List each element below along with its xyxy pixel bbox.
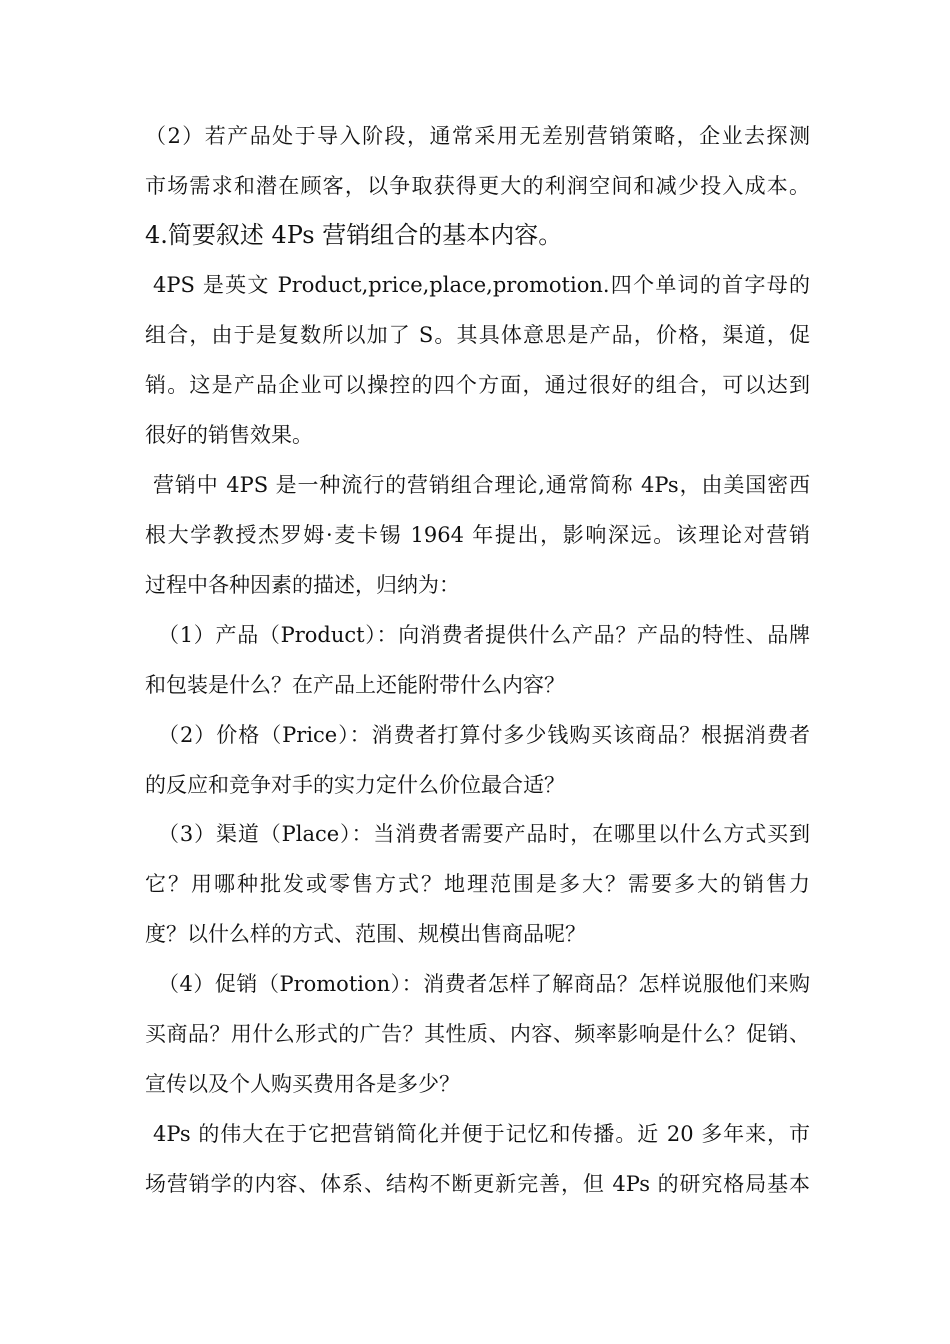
list-item-line: 和包装是什么？在产品上还能附带什么内容？ xyxy=(145,673,565,697)
section-heading: 4.简要叙述 4Ps 营销组合的基本内容。 xyxy=(145,221,563,249)
list-item-line: 的反应和竞争对手的实力定什么价位最合适？ xyxy=(145,773,565,797)
paragraph-line: 过程中各种因素的描述，归纳为： xyxy=(145,573,460,597)
list-item-line: 买商品？用什么形式的广告？其性质、内容、频率影响是什么？促销、 xyxy=(145,1022,810,1046)
paragraph-line: 很好的销售效果。 xyxy=(145,423,313,447)
list-item-line: 度？以什么样的方式、范围、规模出售商品呢？ xyxy=(145,922,586,946)
paragraph-line: 4PS 是英文 Product,price,place,promotion.四个单词的首字母的 xyxy=(153,273,810,297)
paragraph-line: 市场需求和潜在顾客，以争取获得更大的利润空间和减少投入成本。 xyxy=(145,174,810,198)
paragraph-line: 营销中 4PS 是一种流行的营销组合理论,通常简称 4Ps，由美国密西 xyxy=(153,473,810,497)
paragraph-line: 组合，由于是复数所以加了 S。其具体意思是产品，价格，渠道，促 xyxy=(145,323,810,347)
paragraph-line: 4Ps 的伟大在于它把营销简化并便于记忆和传播。近 20 多年来，市 xyxy=(153,1122,810,1146)
list-item-line: 它？用哪种批发或零售方式？地理范围是多大？需要多大的销售力 xyxy=(145,872,810,896)
list-item-line: （4）促销（Promotion）：消费者怎样了解商品？怎样说服他们来购 xyxy=(158,972,810,996)
list-item-line: （1）产品（Product）：向消费者提供什么产品？产品的特性、品牌 xyxy=(158,623,810,647)
list-item-line: 宣传以及个人购买费用各是多少？ xyxy=(145,1072,460,1096)
list-item-line: （3）渠道（Place）：当消费者需要产品时，在哪里以什么方式买到 xyxy=(158,822,810,846)
list-item-line: （2）价格（Price）：消费者打算付多少钱购买该商品？根据消费者 xyxy=(158,723,810,747)
paragraph-line: 销。这是产品企业可以操控的四个方面，通过很好的组合，可以达到 xyxy=(145,373,810,397)
paragraph-line: 场营销学的内容、体系、结构不断更新完善，但 4Ps 的研究格局基本 xyxy=(145,1172,810,1196)
paragraph-line: （2）若产品处于导入阶段，通常采用无差别营销策略，企业去探测 xyxy=(145,124,810,148)
paragraph-line: 根大学教授杰罗姆·麦卡锡 1964 年提出，影响深远。该理论对营销 xyxy=(145,523,810,547)
